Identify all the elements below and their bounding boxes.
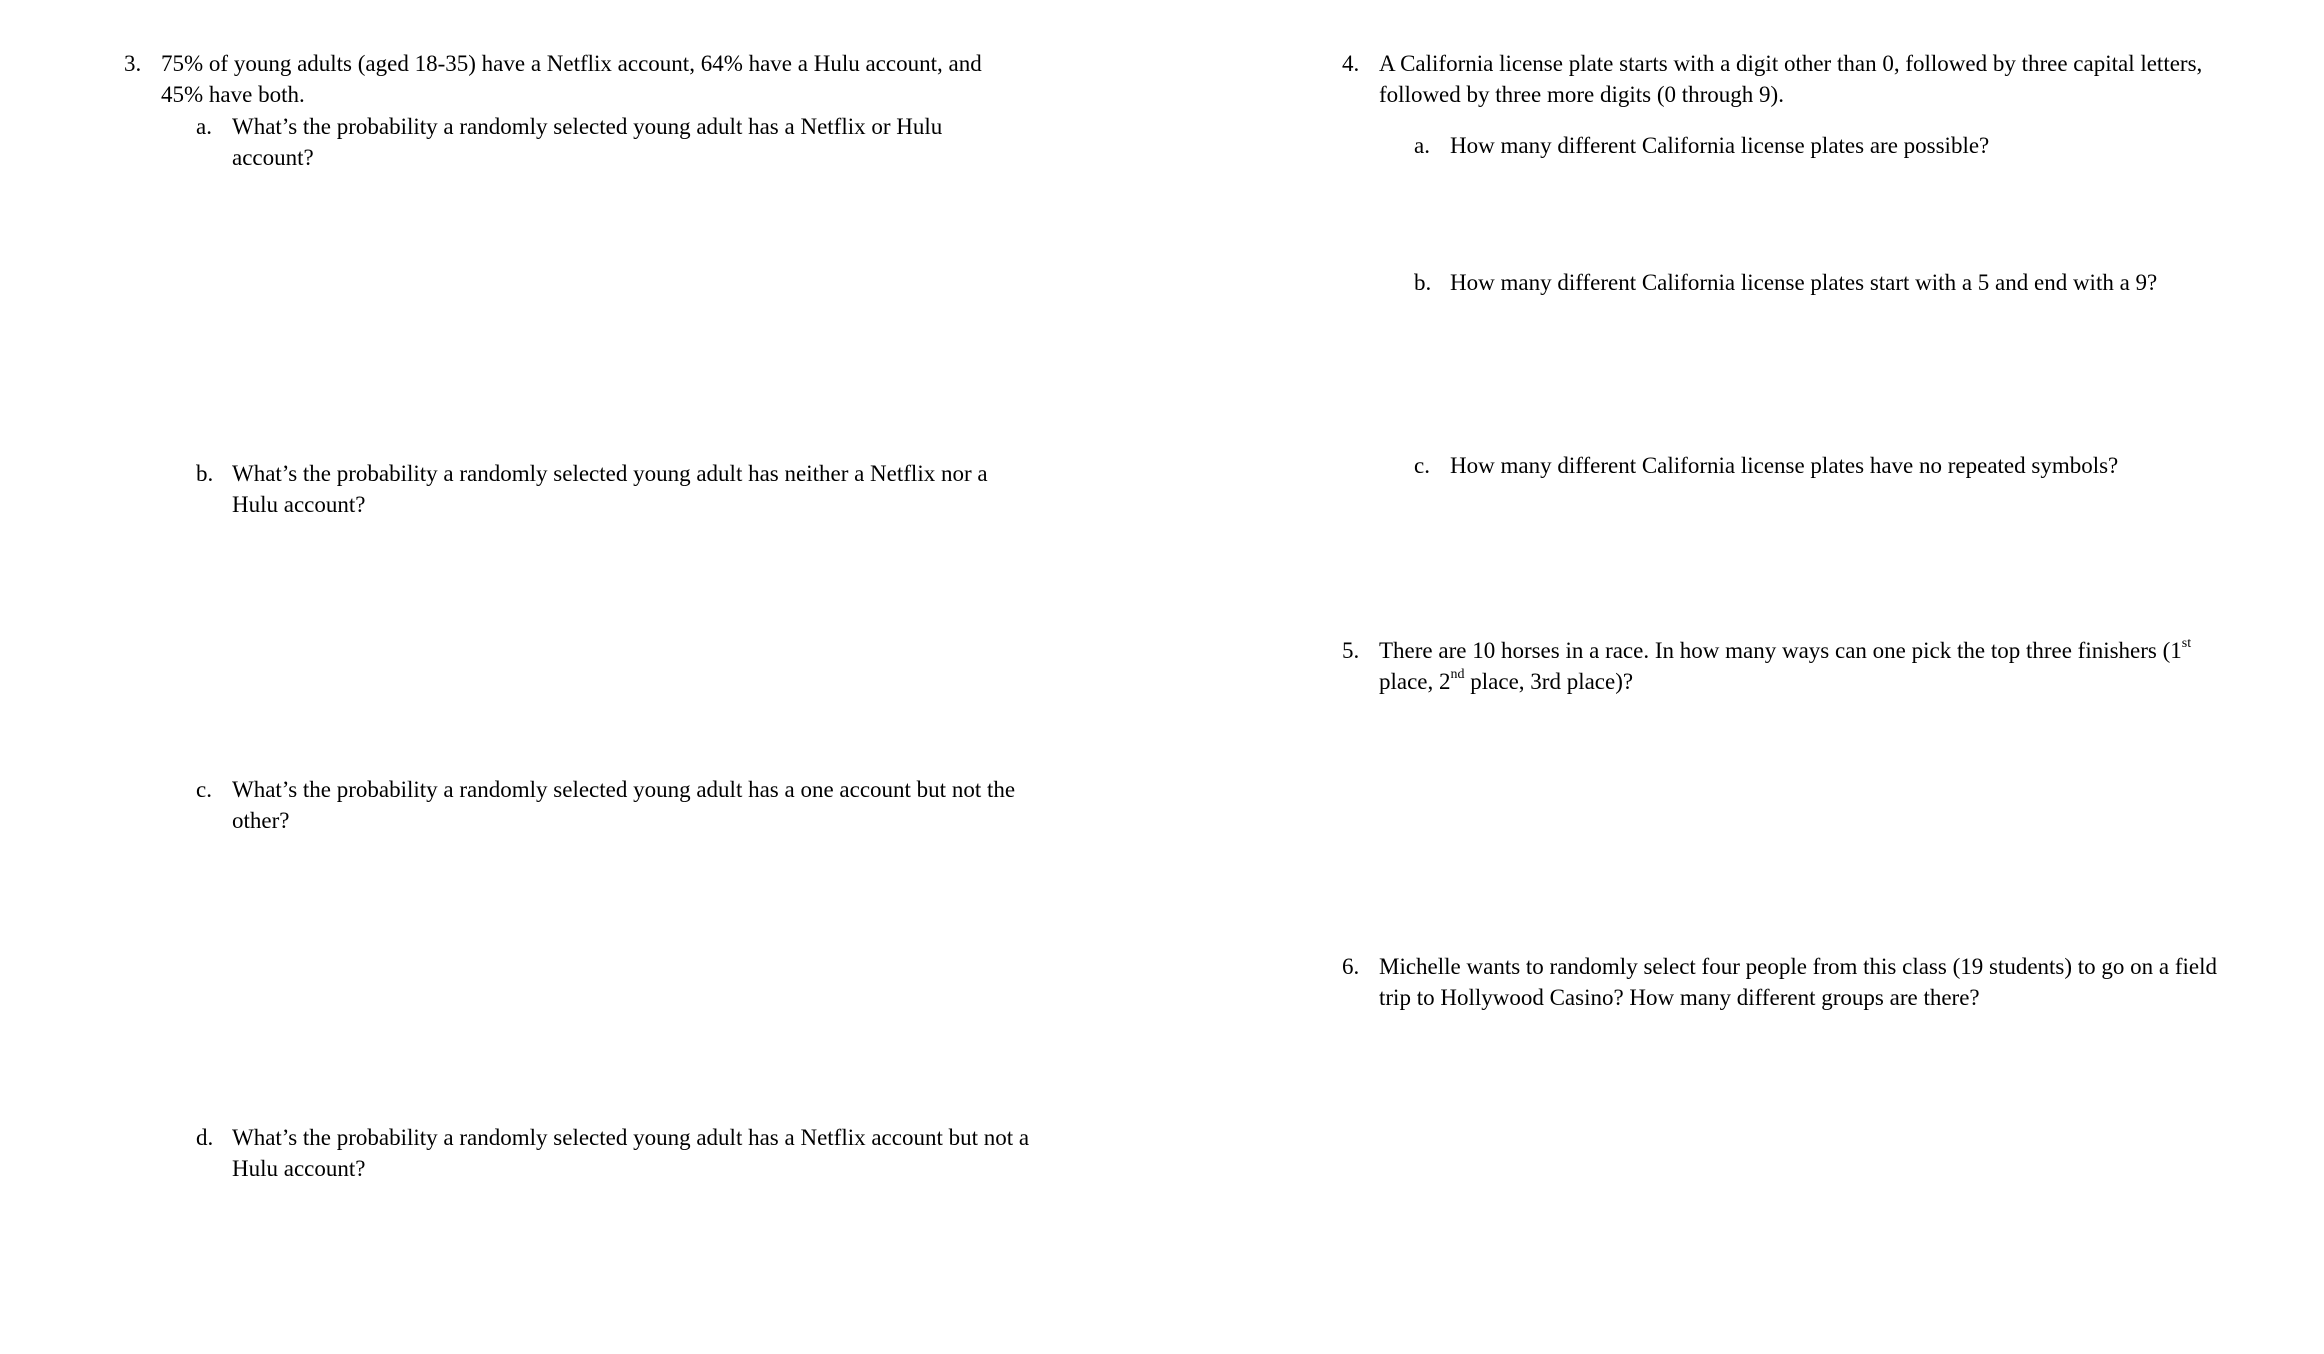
question-3b xyxy=(196,458,1036,520)
question-3-number: 3. xyxy=(124,51,142,76)
question-3c-text: What’s the probability a randomly selected young adult has a one account but not the other? xyxy=(232,777,1016,833)
question-5-text-part-3: place, 3rd place)? xyxy=(1464,669,1634,694)
question-4a xyxy=(1414,130,2274,161)
question-3d-text: What’s the probability a randomly selected young adult has a Netflix account but not a Hulu account? xyxy=(232,1125,1030,1181)
question-6-number: 6. xyxy=(1342,954,1360,979)
question-3c-label: c. xyxy=(196,777,212,802)
question-5-text xyxy=(1379,635,2242,697)
question-4b xyxy=(1414,267,2284,298)
question-3a xyxy=(196,111,1016,173)
question-3b-label: b. xyxy=(196,461,214,486)
question-4-text: A California license plate starts with a digit other than 0, followed by three capital letters, followed by three more digits (0 through 9). xyxy=(1379,51,2203,107)
question-4 xyxy=(1342,48,2247,110)
question-3a-text: What’s the probability a randomly selected young adult has a Netflix or Hulu account? xyxy=(232,114,943,170)
question-3a-label: a. xyxy=(196,114,212,139)
question-5-superscript-1: st xyxy=(2181,636,2192,652)
question-4c-label: c. xyxy=(1414,453,1430,478)
question-3c xyxy=(196,774,1036,836)
question-5-superscript-2: nd xyxy=(1450,667,1465,683)
question-5 xyxy=(1342,635,2242,697)
question-3 xyxy=(124,48,1029,110)
question-4c xyxy=(1414,450,2284,481)
question-4b-text: How many different California license plates start with a 5 and end with a 9? xyxy=(1450,270,2158,295)
question-3-text: 75% of young adults (aged 18-35) have a Netflix account, 64% have a Hulu account, and 45% have both. xyxy=(161,51,982,107)
question-6 xyxy=(1342,951,2222,1013)
question-4-number: 4. xyxy=(1342,51,1360,76)
question-3b-text: What’s the probability a randomly selected young adult has neither a Netflix nor a Hulu account? xyxy=(232,461,988,517)
question-3d xyxy=(196,1122,1036,1184)
question-6-text: Michelle wants to randomly select four people from this class (19 students) to go on a field trip to Hollywood Casino? How many different groups are there? xyxy=(1379,954,2218,1010)
question-5-text-part-1: There are 10 horses in a race. In how many ways can one pick the top three finishers (1 xyxy=(1379,638,2182,663)
question-4c-text: How many different California license plates have no repeated symbols? xyxy=(1450,453,2119,478)
question-4b-label: b. xyxy=(1414,270,1432,295)
question-4a-text: How many different California license plates are possible? xyxy=(1450,133,1990,158)
question-5-text-part-2: place, 2 xyxy=(1379,669,1451,694)
question-5-number: 5. xyxy=(1342,638,1360,663)
question-4a-label: a. xyxy=(1414,133,1430,158)
question-3d-label: d. xyxy=(196,1125,214,1150)
